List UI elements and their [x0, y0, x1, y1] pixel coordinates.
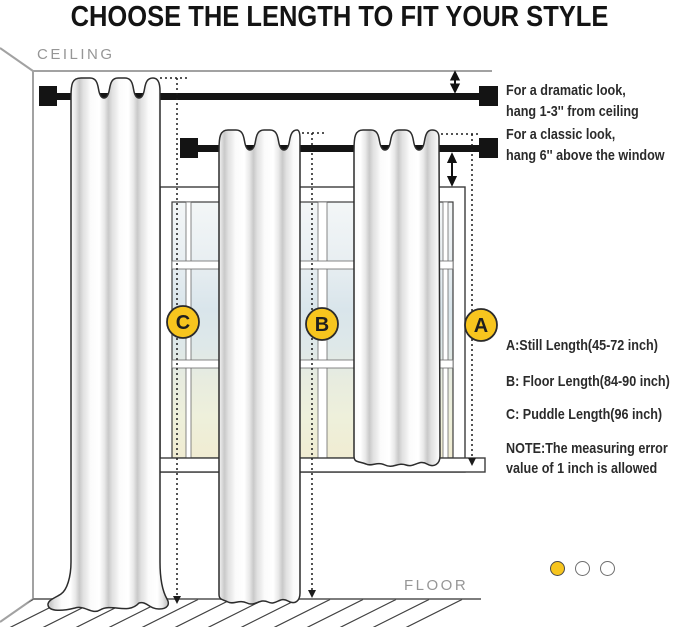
curtain-a-still-length	[354, 130, 440, 466]
carousel-dot[interactable]	[575, 561, 590, 576]
ceiling-label: CEILING	[37, 46, 115, 63]
carousel-dots	[550, 561, 615, 576]
annotation-classic-look	[506, 124, 665, 166]
rod-finial	[479, 138, 498, 158]
length-badge-c	[167, 306, 199, 338]
note-line: NOTE:The measuring error	[506, 440, 668, 457]
length-badge-b	[306, 308, 338, 340]
window-muntin	[443, 202, 448, 458]
annotation-line: For a classic look,	[506, 126, 616, 143]
length-option-b-label: B: Floor Length(84-90 inch)	[506, 373, 670, 390]
wall-corner	[0, 48, 33, 622]
ceiling-gap-arrow	[452, 73, 459, 92]
rod-finial	[479, 86, 498, 106]
window-gap-arrow	[449, 155, 456, 185]
page-title: CHOOSE THE LENGTH TO FIT YOUR STYLE	[70, 1, 609, 33]
length-badge-a	[465, 309, 497, 341]
annotation-line: hang 1-3'' from ceiling	[506, 103, 639, 120]
measuring-note	[506, 439, 668, 479]
annotation-line: For a dramatic look,	[506, 82, 626, 99]
length-option-c-label: C: Puddle Length(96 inch)	[506, 406, 663, 423]
note-line: value of 1 inch is allowed	[506, 460, 658, 477]
length-option-a-label: A:Still Length(45-72 inch)	[506, 337, 658, 354]
annotation-dramatic-look	[506, 80, 639, 122]
rod-finial	[39, 86, 57, 106]
badge-letter-b: B	[314, 314, 330, 336]
carousel-dot[interactable]	[600, 561, 615, 576]
badge-letter-c: C	[175, 312, 191, 334]
annotation-line: hang 6'' above the window	[506, 147, 665, 164]
curtain-b-floor-length	[219, 130, 300, 604]
carousel-dot-active[interactable]	[550, 561, 565, 576]
floor-label: FLOOR	[404, 577, 469, 594]
rod-finial	[180, 138, 198, 158]
badge-letter-a: A	[473, 315, 489, 337]
curtain-c-puddle-length	[48, 78, 168, 611]
